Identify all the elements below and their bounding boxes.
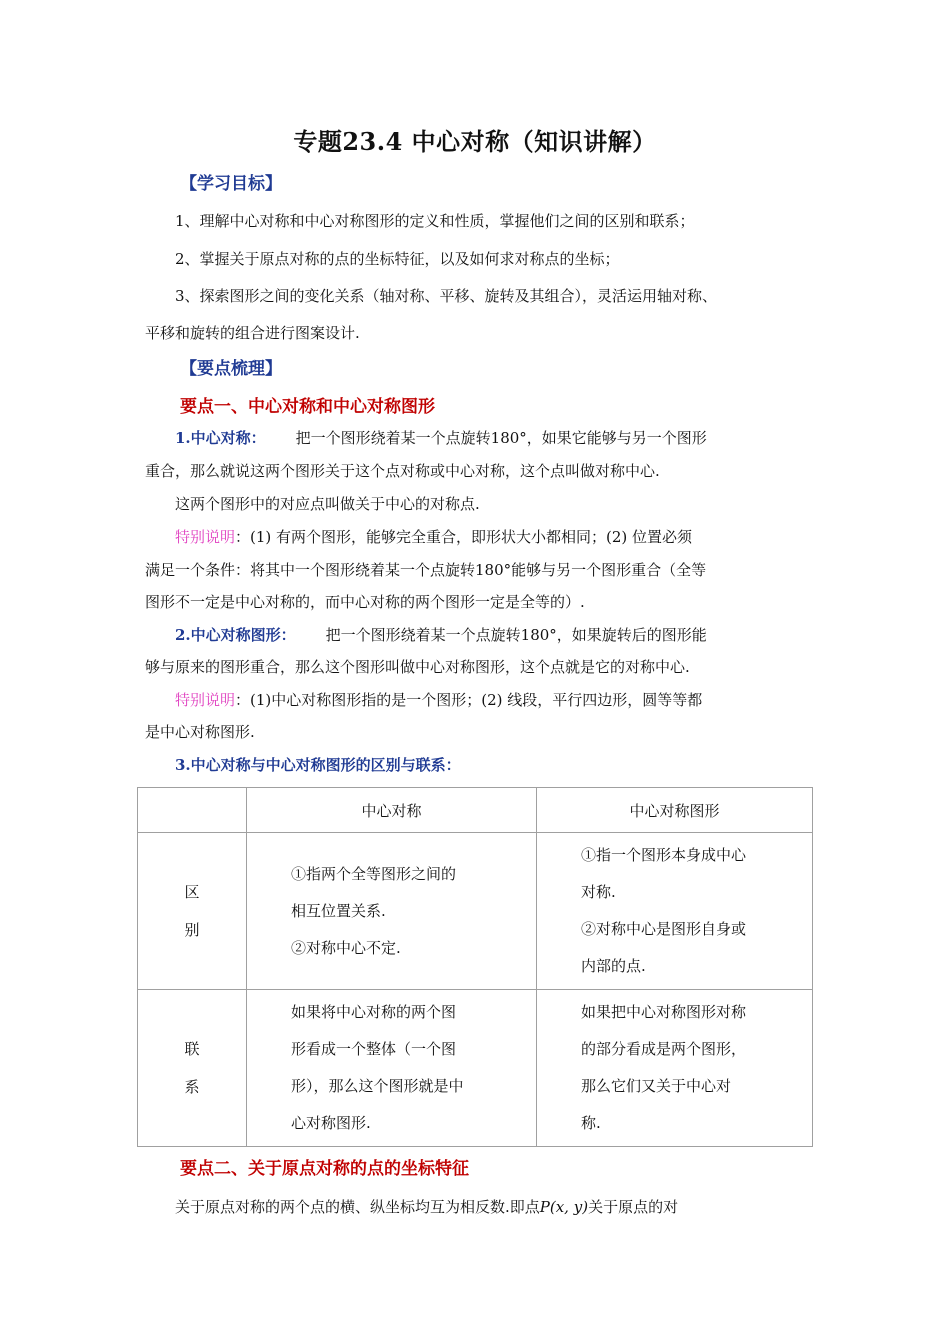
comparison-table <box>137 787 813 1147</box>
objective-3: 3、探索图形之间的变化关系（轴对称、平移、旋转及其组合），灵活运用轴对称、 <box>175 287 718 305</box>
def1-text: 把一个图形绕着某一个点旋转180°，如果它能够与另一个图形 <box>295 429 707 447</box>
def2-line2: 够与原来的图形重合，那么这个图形叫做中心对称图形，这个点就是它的对称中心. <box>145 658 690 676</box>
note1-line3: 图形不一定是中心对称的，而中心对称的两个图形一定是全等的）. <box>145 593 585 611</box>
table-row <box>138 833 813 990</box>
table-row-label-connection: 联 系 <box>138 990 247 1147</box>
point1-heading: 要点一、中心对称和中心对称图形 <box>180 397 435 417</box>
table-row-label-difference: 区 别 <box>138 833 247 990</box>
objectives-heading: 【学习目标】 <box>180 174 282 194</box>
note2-text: ：(1)中心对称图形指的是一个图形；(2) 线段，平行四边形，圆等等都 <box>235 691 703 709</box>
objective-3-cont: 平移和旋转的组合进行图案设计. <box>145 324 360 342</box>
point2-heading: 要点二、关于原点对称的点的坐标特征 <box>180 1159 469 1179</box>
def2-line1 <box>175 625 707 645</box>
objective-2: 2、掌握关于原点对称的点的坐标特征，以及如何求对称点的坐标； <box>175 250 620 268</box>
note2-line2: 是中心对称图形. <box>145 723 255 741</box>
def1-line3: 这两个图形中的对应点叫做关于中心的对称点. <box>175 495 480 513</box>
note2-line1 <box>175 690 702 710</box>
keypoints-heading: 【要点梳理】 <box>180 359 282 379</box>
note1-text: ：(1) 有两个图形，能够完全重合，即形状大小都相同；(2) 位置必须 <box>235 528 693 546</box>
table-header-central-figure: 中心对称图形 <box>537 788 813 833</box>
table-header-central-symmetry: 中心对称 <box>247 788 537 833</box>
def1-line2: 重合，那么就说这两个图形关于这个点对称或中心对称，这个点叫做对称中心. <box>145 462 660 480</box>
table-header-row <box>138 788 813 833</box>
point2-line1: 关于原点对称的两个点的横、纵坐标均互为相反数.即点P(x, y)关于原点的对 <box>175 1198 679 1216</box>
def3-heading: 3.中心对称与中心对称图形的区别与联系： <box>175 756 461 774</box>
table-cell: 如果把中心对称图形对称 的部分看成是两个图形， 那么它们又关于中心对 称. <box>537 990 813 1147</box>
table-cell: ①指两个全等图形之间的 相互位置关系. ②对称中心不定. <box>247 833 537 990</box>
table-cell: ①指一个图形本身成中心 对称. ②对称中心是图形自身或 内部的点. <box>537 833 813 990</box>
note2-label: 特别说明 <box>175 691 236 709</box>
objective-1: 1、理解中心对称和中心对称图形的定义和性质，掌握他们之间的区别和联系； <box>175 212 695 230</box>
table-row <box>138 990 813 1147</box>
note1-label: 特别说明 <box>175 528 236 546</box>
def2-label: 2.中心对称图形： <box>175 626 296 644</box>
note1-line1 <box>175 527 692 547</box>
def1-line1 <box>175 428 707 448</box>
table-cell: 如果将中心对称的两个图 形看成一个整体（一个图 形），那么这个图形就是中 心对称图形. <box>247 990 537 1147</box>
note1-line2: 满足一个条件：将其中一个图形绕着某一个点旋转180°能够与另一个图形重合（全等 <box>145 561 707 579</box>
page-title: 专题23.4 中心对称（知识讲解） <box>293 127 657 156</box>
def1-label: 1.中心对称： <box>175 429 266 447</box>
point-p-math: P(x, y) <box>539 1198 589 1216</box>
table-header-empty <box>138 788 247 833</box>
def2-text: 把一个图形绕着某一个点旋转180°，如果旋转后的图形能 <box>325 626 707 644</box>
